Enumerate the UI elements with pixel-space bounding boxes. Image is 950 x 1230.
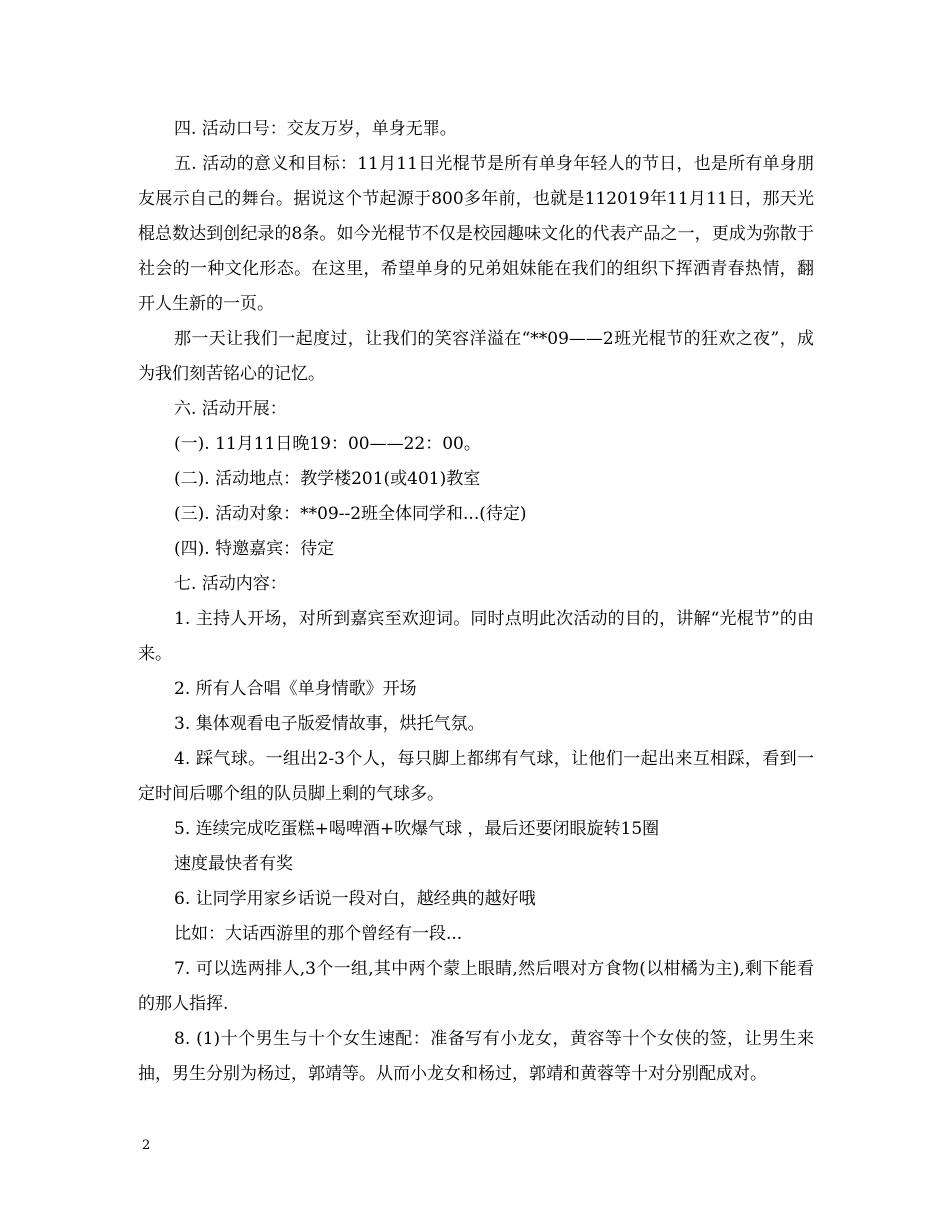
page-number: 2 (142, 1138, 151, 1153)
content-item-1: 1. 主持人开场，对所到嘉宾至欢迎词。同时点明此次活动的目的，讲解“光棍节”的由来。 (138, 609, 814, 664)
section-heading-activity-content: 七. 活动内容： (174, 574, 287, 594)
list-item-audience: (三). 活动对象：**09--2班全体同学和...(待定) (174, 504, 527, 524)
content-item-3: 3. 集体观看电子版爱情故事，烘托气氛。 (174, 714, 485, 734)
content-item-7: 7. 可以选两排人,3个一组,其中两个蒙上眼睛,然后喂对方食物(以柑橘为主),剩下能看的那人指挥. (138, 959, 814, 1014)
list-item-guests: (四). 特邀嘉宾：待定 (174, 539, 335, 559)
content-item-5: 5. 连续完成吃蛋糕+喝啤酒+吹爆气球 ，最后还要闭眼旋转15圈 (174, 819, 660, 839)
list-item-location: (二). 活动地点：教学楼201(或401)教室 (174, 469, 481, 489)
list-item-time: (一). 11月11日晚19：00——22：00。 (174, 434, 481, 454)
content-item-6-example: 比如：大话西游里的那个曾经有一段... (174, 924, 463, 944)
content-item-8: 8. (1)十个男生与十个女生速配：准备写有小龙女，黄容等十个女侠的签，让男生来抽，男生分别为杨过，郭靖等。从而小龙女和杨过，郭靖和黄蓉等十对分别配成对。 (138, 1029, 814, 1084)
content-item-5-note: 速度最快者有奖 (174, 854, 293, 874)
paragraph-that-day: 那一天让我们一起度过，让我们的笑容洋溢在“**09——2班光棍节的狂欢之夜”，成为我们刻苦铭心的记忆。 (138, 329, 814, 384)
paragraph-meaning-goals: 五. 活动的意义和目标：11月11日光棍节是所有单身年轻人的节日，也是所有单身朋友展示自己的舞台。据说这个节起源于800多年前，也就是112019年11月11日，那天光棍总数达到创纪录的8条。如今光棍节不仅是校园趣味文化的代表产品之一，更成为弥散于社会的一种文化形态。在这里，希望单身的兄弟姐妹能在我们的组织下挥洒青春热情，翻开人生新的一页。 (138, 154, 814, 314)
content-item-2: 2. 所有人合唱《单身情歌》开场 (174, 679, 417, 699)
document-body (138, 112, 814, 1092)
content-item-4: 4. 踩气球。一组出2-3个人，每只脚上都绑有气球，让他们一起出来互相踩，看到一定时间后哪个组的队员脚上剩的气球多。 (138, 749, 814, 804)
section-heading-activity-setup: 六. 活动开展： (174, 399, 287, 419)
paragraph-slogan: 四. 活动口号：交友万岁，单身无罪。 (174, 119, 457, 139)
content-item-6: 6. 让同学用家乡话说一段对白，越经典的越好哦 (174, 889, 536, 909)
